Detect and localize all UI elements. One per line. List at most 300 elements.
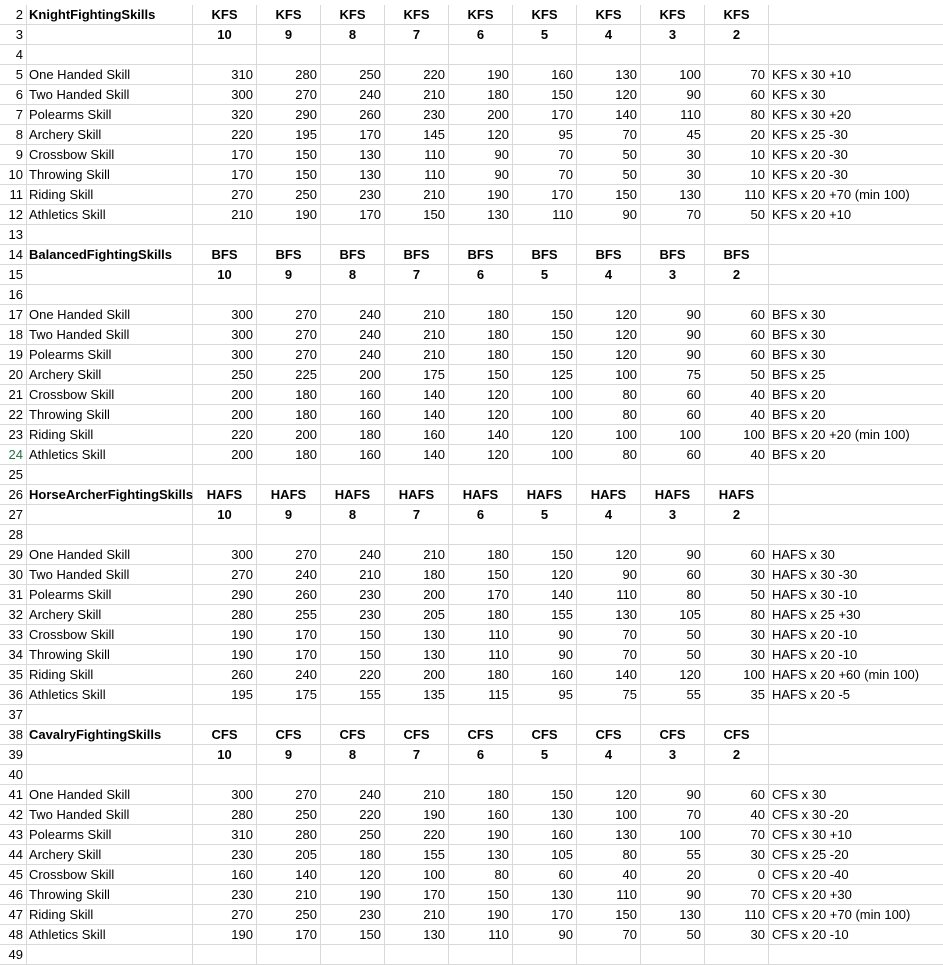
value-cell[interactable]: 100	[385, 865, 449, 885]
level-cell[interactable]: 9	[257, 505, 321, 525]
value-cell[interactable]	[577, 465, 641, 485]
value-cell[interactable]: 155	[385, 845, 449, 865]
value-cell[interactable]: 40	[577, 865, 641, 885]
column-code-cell[interactable]: BFS	[513, 245, 577, 265]
formula-cell[interactable]: KFS x 30	[769, 85, 943, 105]
value-cell[interactable]: 260	[321, 105, 385, 125]
row-number[interactable]: 8	[0, 125, 27, 145]
value-cell[interactable]: 190	[449, 185, 513, 205]
value-cell[interactable]: 200	[321, 365, 385, 385]
value-cell[interactable]: 150	[321, 645, 385, 665]
level-cell[interactable]: 4	[577, 505, 641, 525]
value-cell[interactable]: 190	[193, 645, 257, 665]
column-code-cell[interactable]: CFS	[449, 725, 513, 745]
value-cell[interactable]	[513, 465, 577, 485]
skill-label-cell[interactable]: Archery Skill	[27, 365, 193, 385]
level-cell[interactable]: 3	[641, 25, 705, 45]
value-cell[interactable]: 300	[193, 85, 257, 105]
value-cell[interactable]: 50	[641, 925, 705, 945]
formula-cell[interactable]: CFS x 20 -40	[769, 865, 943, 885]
value-cell[interactable]: 135	[385, 685, 449, 705]
value-cell[interactable]: 200	[193, 405, 257, 425]
level-cell[interactable]: 8	[321, 745, 385, 765]
value-cell[interactable]: 90	[641, 785, 705, 805]
value-cell[interactable]: 50	[641, 625, 705, 645]
skill-label-cell[interactable]: Archery Skill	[27, 845, 193, 865]
formula-cell[interactable]	[769, 5, 943, 25]
skill-label-cell[interactable]: Two Handed Skill	[27, 565, 193, 585]
value-cell[interactable]: 170	[449, 585, 513, 605]
skill-label-cell[interactable]: Archery Skill	[27, 605, 193, 625]
value-cell[interactable]: 200	[385, 665, 449, 685]
value-cell[interactable]: 150	[513, 545, 577, 565]
column-code-cell[interactable]: BFS	[577, 245, 641, 265]
skill-label-cell[interactable]: Riding Skill	[27, 665, 193, 685]
row-number[interactable]: 20	[0, 365, 27, 385]
formula-cell[interactable]	[769, 25, 943, 45]
row-number[interactable]: 45	[0, 865, 27, 885]
value-cell[interactable]	[385, 945, 449, 965]
level-cell[interactable]: 2	[705, 745, 769, 765]
value-cell[interactable]	[641, 45, 705, 65]
value-cell[interactable]: 150	[449, 565, 513, 585]
value-cell[interactable]: 30	[641, 165, 705, 185]
value-cell[interactable]: 210	[385, 305, 449, 325]
column-code-cell[interactable]: KFS	[577, 5, 641, 25]
column-code-cell[interactable]: KFS	[705, 5, 769, 25]
value-cell[interactable]: 170	[385, 885, 449, 905]
value-cell[interactable]: 90	[641, 305, 705, 325]
value-cell[interactable]: 50	[577, 165, 641, 185]
value-cell[interactable]: 70	[705, 825, 769, 845]
value-cell[interactable]	[513, 45, 577, 65]
value-cell[interactable]: 190	[193, 925, 257, 945]
value-cell[interactable]: 220	[193, 125, 257, 145]
value-cell[interactable]: 180	[449, 665, 513, 685]
level-cell[interactable]: 5	[513, 25, 577, 45]
value-cell[interactable]: 110	[385, 165, 449, 185]
value-cell[interactable]: 130	[449, 205, 513, 225]
skill-label-cell[interactable]	[27, 285, 193, 305]
value-cell[interactable]: 120	[449, 405, 513, 425]
formula-cell[interactable]: KFS x 20 +70 (min 100)	[769, 185, 943, 205]
skill-label-cell[interactable]	[27, 225, 193, 245]
value-cell[interactable]: 70	[513, 165, 577, 185]
column-code-cell[interactable]: HAFS	[321, 485, 385, 505]
row-number[interactable]: 6	[0, 85, 27, 105]
value-cell[interactable]: 180	[449, 785, 513, 805]
formula-cell[interactable]	[769, 265, 943, 285]
value-cell[interactable]: 150	[257, 145, 321, 165]
row-number[interactable]: 46	[0, 885, 27, 905]
column-code-cell[interactable]: CFS	[193, 725, 257, 745]
value-cell[interactable]: 180	[449, 345, 513, 365]
value-cell[interactable]: 70	[641, 805, 705, 825]
column-code-cell[interactable]: BFS	[449, 245, 513, 265]
row-number[interactable]: 44	[0, 845, 27, 865]
column-code-cell[interactable]: CFS	[577, 725, 641, 745]
value-cell[interactable]: 300	[193, 345, 257, 365]
skill-label-cell[interactable]: Throwing Skill	[27, 645, 193, 665]
value-cell[interactable]: 30	[705, 845, 769, 865]
value-cell[interactable]: 80	[641, 585, 705, 605]
row-number[interactable]: 15	[0, 265, 27, 285]
value-cell[interactable]	[257, 945, 321, 965]
value-cell[interactable]: 120	[577, 345, 641, 365]
value-cell[interactable]: 150	[513, 305, 577, 325]
section-title-cell[interactable]: HorseArcherFightingSkills	[27, 485, 193, 505]
value-cell[interactable]	[705, 945, 769, 965]
value-cell[interactable]: 90	[641, 545, 705, 565]
value-cell[interactable]: 190	[321, 885, 385, 905]
row-number[interactable]: 21	[0, 385, 27, 405]
value-cell[interactable]	[193, 525, 257, 545]
value-cell[interactable]: 140	[385, 445, 449, 465]
row-number[interactable]: 5	[0, 65, 27, 85]
formula-cell[interactable]: CFS x 25 -20	[769, 845, 943, 865]
value-cell[interactable]: 50	[705, 205, 769, 225]
value-cell[interactable]: 130	[577, 825, 641, 845]
value-cell[interactable]: 150	[321, 625, 385, 645]
skill-label-cell[interactable]: Athletics Skill	[27, 685, 193, 705]
skill-label-cell[interactable]	[27, 745, 193, 765]
value-cell[interactable]: 180	[449, 325, 513, 345]
formula-cell[interactable]: CFS x 30 +10	[769, 825, 943, 845]
value-cell[interactable]	[705, 225, 769, 245]
value-cell[interactable]	[193, 45, 257, 65]
row-number[interactable]: 43	[0, 825, 27, 845]
value-cell[interactable]: 100	[577, 425, 641, 445]
value-cell[interactable]	[641, 765, 705, 785]
value-cell[interactable]	[257, 525, 321, 545]
value-cell[interactable]	[641, 705, 705, 725]
value-cell[interactable]: 310	[193, 825, 257, 845]
value-cell[interactable]: 250	[321, 65, 385, 85]
row-number[interactable]: 30	[0, 565, 27, 585]
value-cell[interactable]	[449, 225, 513, 245]
value-cell[interactable]: 80	[577, 445, 641, 465]
value-cell[interactable]	[577, 945, 641, 965]
value-cell[interactable]	[321, 525, 385, 545]
value-cell[interactable]: 170	[513, 185, 577, 205]
value-cell[interactable]: 60	[705, 545, 769, 565]
value-cell[interactable]: 205	[257, 845, 321, 865]
level-cell[interactable]: 3	[641, 265, 705, 285]
value-cell[interactable]: 230	[321, 585, 385, 605]
column-code-cell[interactable]: HAFS	[385, 485, 449, 505]
value-cell[interactable]: 160	[385, 425, 449, 445]
value-cell[interactable]: 270	[257, 85, 321, 105]
value-cell[interactable]	[705, 705, 769, 725]
row-number[interactable]: 38	[0, 725, 27, 745]
value-cell[interactable]: 110	[513, 205, 577, 225]
value-cell[interactable]: 150	[257, 165, 321, 185]
formula-cell[interactable]	[769, 45, 943, 65]
level-cell[interactable]: 6	[449, 745, 513, 765]
level-cell[interactable]: 5	[513, 745, 577, 765]
value-cell[interactable]	[321, 705, 385, 725]
level-cell[interactable]: 4	[577, 265, 641, 285]
value-cell[interactable]: 250	[321, 825, 385, 845]
value-cell[interactable]: 130	[513, 885, 577, 905]
formula-cell[interactable]	[769, 245, 943, 265]
value-cell[interactable]: 100	[641, 65, 705, 85]
formula-cell[interactable]: CFS x 30	[769, 785, 943, 805]
column-code-cell[interactable]: CFS	[257, 725, 321, 745]
value-cell[interactable]: 110	[449, 925, 513, 945]
value-cell[interactable]: 10	[705, 165, 769, 185]
value-cell[interactable]: 130	[641, 185, 705, 205]
value-cell[interactable]: 195	[193, 685, 257, 705]
formula-cell[interactable]: BFS x 20	[769, 405, 943, 425]
level-cell[interactable]: 10	[193, 265, 257, 285]
value-cell[interactable]: 120	[577, 305, 641, 325]
value-cell[interactable]	[321, 465, 385, 485]
value-cell[interactable]: 230	[193, 845, 257, 865]
value-cell[interactable]: 220	[385, 825, 449, 845]
column-code-cell[interactable]: BFS	[193, 245, 257, 265]
value-cell[interactable]: 250	[257, 805, 321, 825]
level-cell[interactable]: 7	[385, 265, 449, 285]
formula-cell[interactable]: HAFS x 30 -30	[769, 565, 943, 585]
value-cell[interactable]	[321, 45, 385, 65]
value-cell[interactable]: 110	[705, 185, 769, 205]
column-code-cell[interactable]: HAFS	[641, 485, 705, 505]
value-cell[interactable]: 200	[193, 385, 257, 405]
formula-cell[interactable]: KFS x 25 -30	[769, 125, 943, 145]
skill-label-cell[interactable]	[27, 765, 193, 785]
value-cell[interactable]: 95	[513, 685, 577, 705]
column-code-cell[interactable]: KFS	[321, 5, 385, 25]
value-cell[interactable]	[385, 45, 449, 65]
value-cell[interactable]: 110	[449, 625, 513, 645]
value-cell[interactable]: 40	[705, 445, 769, 465]
value-cell[interactable]: 20	[705, 125, 769, 145]
section-title-cell[interactable]: BalancedFightingSkills	[27, 245, 193, 265]
value-cell[interactable]	[193, 945, 257, 965]
value-cell[interactable]: 60	[705, 785, 769, 805]
value-cell[interactable]: 105	[641, 605, 705, 625]
row-number[interactable]: 7	[0, 105, 27, 125]
value-cell[interactable]	[257, 705, 321, 725]
value-cell[interactable]	[385, 465, 449, 485]
value-cell[interactable]: 70	[577, 625, 641, 645]
value-cell[interactable]: 100	[513, 385, 577, 405]
value-cell[interactable]: 260	[257, 585, 321, 605]
formula-cell[interactable]: KFS x 30 +20	[769, 105, 943, 125]
level-cell[interactable]: 2	[705, 265, 769, 285]
level-cell[interactable]: 7	[385, 505, 449, 525]
value-cell[interactable]	[321, 765, 385, 785]
value-cell[interactable]: 240	[257, 565, 321, 585]
value-cell[interactable]: 170	[321, 205, 385, 225]
formula-cell[interactable]: KFS x 20 -30	[769, 145, 943, 165]
row-number[interactable]: 28	[0, 525, 27, 545]
value-cell[interactable]: 180	[449, 305, 513, 325]
value-cell[interactable]: 150	[513, 345, 577, 365]
column-code-cell[interactable]: CFS	[705, 725, 769, 745]
value-cell[interactable]: 120	[577, 785, 641, 805]
value-cell[interactable]	[321, 945, 385, 965]
column-code-cell[interactable]: HAFS	[449, 485, 513, 505]
row-number[interactable]: 23	[0, 425, 27, 445]
column-code-cell[interactable]: KFS	[193, 5, 257, 25]
level-cell[interactable]: 9	[257, 745, 321, 765]
column-code-cell[interactable]: HAFS	[193, 485, 257, 505]
value-cell[interactable]: 250	[193, 365, 257, 385]
value-cell[interactable]: 100	[513, 445, 577, 465]
value-cell[interactable]	[513, 705, 577, 725]
value-cell[interactable]	[705, 765, 769, 785]
value-cell[interactable]: 240	[321, 85, 385, 105]
value-cell[interactable]: 160	[513, 65, 577, 85]
value-cell[interactable]: 60	[705, 85, 769, 105]
value-cell[interactable]: 160	[513, 665, 577, 685]
skill-label-cell[interactable]	[27, 525, 193, 545]
level-cell[interactable]: 5	[513, 505, 577, 525]
row-number[interactable]: 37	[0, 705, 27, 725]
value-cell[interactable]: 110	[449, 645, 513, 665]
value-cell[interactable]: 60	[705, 325, 769, 345]
formula-cell[interactable]	[769, 465, 943, 485]
value-cell[interactable]	[385, 705, 449, 725]
column-code-cell[interactable]: KFS	[385, 5, 449, 25]
value-cell[interactable]: 90	[513, 925, 577, 945]
value-cell[interactable]: 140	[385, 405, 449, 425]
value-cell[interactable]: 140	[257, 865, 321, 885]
value-cell[interactable]: 60	[705, 345, 769, 365]
row-number[interactable]: 16	[0, 285, 27, 305]
level-cell[interactable]: 10	[193, 745, 257, 765]
value-cell[interactable]: 60	[641, 385, 705, 405]
skill-label-cell[interactable]	[27, 25, 193, 45]
column-code-cell[interactable]: BFS	[705, 245, 769, 265]
level-cell[interactable]: 3	[641, 745, 705, 765]
value-cell[interactable]: 70	[577, 925, 641, 945]
value-cell[interactable]: 300	[193, 545, 257, 565]
value-cell[interactable]: 70	[513, 145, 577, 165]
value-cell[interactable]	[449, 765, 513, 785]
value-cell[interactable]: 50	[705, 365, 769, 385]
skill-label-cell[interactable]: One Handed Skill	[27, 65, 193, 85]
formula-cell[interactable]	[769, 485, 943, 505]
skill-label-cell[interactable]: Athletics Skill	[27, 925, 193, 945]
value-cell[interactable]: 80	[577, 845, 641, 865]
level-cell[interactable]: 4	[577, 25, 641, 45]
value-cell[interactable]	[577, 525, 641, 545]
value-cell[interactable]: 130	[321, 145, 385, 165]
level-cell[interactable]: 8	[321, 25, 385, 45]
value-cell[interactable]	[449, 465, 513, 485]
formula-cell[interactable]	[769, 505, 943, 525]
value-cell[interactable]	[449, 945, 513, 965]
value-cell[interactable]	[705, 465, 769, 485]
value-cell[interactable]: 70	[705, 885, 769, 905]
value-cell[interactable]: 75	[577, 685, 641, 705]
value-cell[interactable]: 90	[641, 885, 705, 905]
value-cell[interactable]: 210	[385, 545, 449, 565]
row-number[interactable]: 24	[0, 445, 27, 465]
value-cell[interactable]: 300	[193, 785, 257, 805]
value-cell[interactable]: 280	[193, 605, 257, 625]
skill-label-cell[interactable]: Riding Skill	[27, 905, 193, 925]
value-cell[interactable]	[577, 285, 641, 305]
value-cell[interactable]: 20	[641, 865, 705, 885]
value-cell[interactable]: 180	[385, 565, 449, 585]
value-cell[interactable]: 160	[193, 865, 257, 885]
skill-label-cell[interactable]: Two Handed Skill	[27, 805, 193, 825]
value-cell[interactable]: 190	[449, 825, 513, 845]
value-cell[interactable]: 170	[257, 925, 321, 945]
value-cell[interactable]: 40	[705, 405, 769, 425]
value-cell[interactable]: 0	[705, 865, 769, 885]
formula-cell[interactable]	[769, 705, 943, 725]
row-number[interactable]: 49	[0, 945, 27, 965]
value-cell[interactable]: 140	[385, 385, 449, 405]
value-cell[interactable]: 80	[705, 605, 769, 625]
value-cell[interactable]: 240	[321, 305, 385, 325]
formula-cell[interactable]: HAFS x 25 +30	[769, 605, 943, 625]
formula-cell[interactable]	[769, 765, 943, 785]
value-cell[interactable]: 230	[385, 105, 449, 125]
level-cell[interactable]: 7	[385, 745, 449, 765]
value-cell[interactable]: 150	[321, 925, 385, 945]
value-cell[interactable]: 90	[641, 345, 705, 365]
value-cell[interactable]: 190	[257, 205, 321, 225]
value-cell[interactable]: 130	[513, 805, 577, 825]
row-number[interactable]: 10	[0, 165, 27, 185]
value-cell[interactable]	[577, 45, 641, 65]
skill-label-cell[interactable]: Riding Skill	[27, 185, 193, 205]
value-cell[interactable]: 240	[321, 325, 385, 345]
value-cell[interactable]: 205	[385, 605, 449, 625]
value-cell[interactable]: 210	[385, 785, 449, 805]
value-cell[interactable]: 30	[705, 625, 769, 645]
level-cell[interactable]: 9	[257, 25, 321, 45]
value-cell[interactable]	[193, 465, 257, 485]
row-number[interactable]: 14	[0, 245, 27, 265]
value-cell[interactable]: 280	[257, 65, 321, 85]
value-cell[interactable]: 175	[385, 365, 449, 385]
value-cell[interactable]: 90	[513, 645, 577, 665]
value-cell[interactable]: 140	[449, 425, 513, 445]
value-cell[interactable]	[577, 705, 641, 725]
value-cell[interactable]: 55	[641, 845, 705, 865]
section-title-cell[interactable]: CavalryFightingSkills	[27, 725, 193, 745]
value-cell[interactable]	[193, 225, 257, 245]
value-cell[interactable]: 60	[513, 865, 577, 885]
skill-label-cell[interactable]: Throwing Skill	[27, 885, 193, 905]
value-cell[interactable]: 120	[513, 565, 577, 585]
value-cell[interactable]: 110	[641, 105, 705, 125]
value-cell[interactable]: 120	[449, 445, 513, 465]
value-cell[interactable]: 90	[513, 625, 577, 645]
row-number[interactable]: 48	[0, 925, 27, 945]
row-number[interactable]: 26	[0, 485, 27, 505]
value-cell[interactable]: 90	[641, 325, 705, 345]
value-cell[interactable]: 175	[257, 685, 321, 705]
value-cell[interactable]: 220	[321, 665, 385, 685]
value-cell[interactable]: 90	[449, 165, 513, 185]
formula-cell[interactable]: CFS x 20 +30	[769, 885, 943, 905]
level-cell[interactable]: 5	[513, 265, 577, 285]
skill-label-cell[interactable]: Athletics Skill	[27, 445, 193, 465]
value-cell[interactable]: 80	[577, 385, 641, 405]
skill-label-cell[interactable]: Crossbow Skill	[27, 625, 193, 645]
value-cell[interactable]: 150	[449, 885, 513, 905]
formula-cell[interactable]: HAFS x 30 -10	[769, 585, 943, 605]
value-cell[interactable]: 120	[321, 865, 385, 885]
